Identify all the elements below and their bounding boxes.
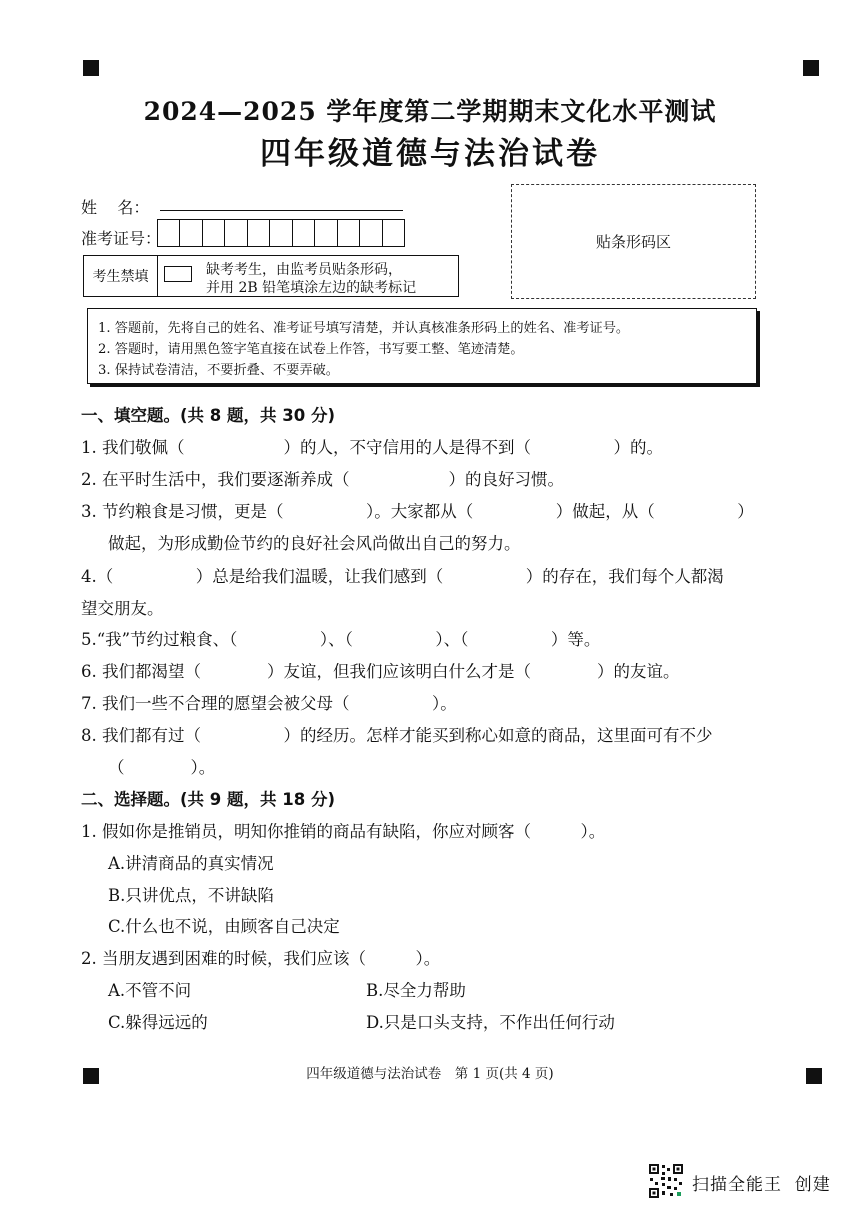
- exam-id-input-boxes[interactable]: [157, 219, 405, 247]
- absent-instruction-line-1: 缺考考生，由监考员贴条形码，: [206, 262, 402, 278]
- exam-id-label: 准考证号：: [81, 229, 162, 248]
- exam-id-digit-box[interactable]: [270, 220, 292, 246]
- exam-id-digit-box[interactable]: [180, 220, 202, 246]
- exam-id-digit-box[interactable]: [158, 220, 180, 246]
- exam-id-digit-box[interactable]: [293, 220, 315, 246]
- registration-mark-top-left: [83, 60, 99, 76]
- choice-option: B.只讲优点，不讲缺陷: [108, 886, 274, 905]
- exam-id-digit-box[interactable]: [248, 220, 270, 246]
- exam-title: 2024—2025 学年度第二学期期末文化水平测试: [143, 97, 717, 126]
- barcode-area: [511, 184, 756, 299]
- examiner-only-label: 考生禁填: [84, 256, 158, 296]
- barcode-area-label: 贴条形码区: [595, 233, 671, 251]
- exam-id-digit-box[interactable]: [225, 220, 247, 246]
- fill-blank-question-4: 4.（ ）总是给我们温暖，让我们感到（ ）的存在，我们每个人都渴: [81, 567, 724, 586]
- choice-option: D.只是口头支持，不作出任何行动: [366, 1013, 615, 1032]
- fill-blank-question-8: 8. 我们都有过（ ）的经历。怎样才能买到称心如意的商品，这里面可有不少: [81, 726, 713, 745]
- choice-option: C.什么也不说，由顾客自己决定: [108, 917, 340, 936]
- choice-question-1: 1. 假如你是推销员，明知你推销的商品有缺陷，你应对顾客（ ）。: [81, 822, 606, 841]
- exam-id-digit-box[interactable]: [338, 220, 360, 246]
- choice-option: B.尽全力帮助: [366, 981, 466, 1000]
- choice-option: C.躲得远远的: [108, 1013, 208, 1032]
- instruction-item: 2. 答题时，请用黑色签字笔直接在试卷上作答，书写要工整、笔迹清楚。: [98, 342, 524, 357]
- exam-id-digit-box[interactable]: [315, 220, 337, 246]
- page-footer: 四年级道德与法治试卷 第 1 页(共 4 页): [306, 1066, 554, 1082]
- fill-blank-question-6: 6. 我们都渴望（ ）友谊，但我们应该明白什么才是（ ）的友谊。: [81, 662, 680, 681]
- absent-mark-checkbox[interactable]: [164, 266, 192, 282]
- instructions-box: [87, 308, 757, 384]
- fill-blank-question-4-cont: 望交朋友。: [81, 599, 164, 618]
- qr-code-icon: [648, 1163, 684, 1199]
- fill-blank-question-1: 1. 我们敬佩（ ）的人，不守信用的人是得不到（ ）的。: [81, 438, 663, 457]
- choice-option: A.讲清商品的真实情况: [108, 854, 274, 873]
- choice-question-2: 2. 当朋友遇到困难的时候，我们应该（ ）。: [81, 949, 441, 968]
- fill-blank-question-3: 3. 节约粮食是习惯，更是（ ）。大家都从（ ）做起，从（ ）: [81, 502, 754, 521]
- fill-blank-question-7: 7. 我们一些不合理的愿望会被父母（ ）。: [81, 694, 457, 713]
- choice-option: A.不管不问: [108, 981, 192, 1000]
- absent-instruction-line-2: 并用 2B 铅笔填涂左边的缺考标记: [206, 280, 417, 296]
- scanner-watermark: 扫描全能王 创建: [692, 1175, 831, 1195]
- exam-subject-title: 四年级道德与法治试卷: [260, 136, 600, 172]
- instruction-item: 1. 答题前，先将自己的姓名、准考证号填写清楚，并认真核准条形码上的姓名、准考证号。: [98, 321, 630, 336]
- section-2-heading: 二、选择题。(共 9 题，共 18 分): [81, 790, 336, 809]
- exam-id-digit-box[interactable]: [203, 220, 225, 246]
- fill-blank-question-2: 2. 在平时生活中，我们要逐渐养成（ ）的良好习惯。: [81, 470, 564, 489]
- examiner-only-box: [83, 255, 459, 297]
- exam-id-digit-box[interactable]: [383, 220, 404, 246]
- section-1-heading: 一、填空题。(共 8 题，共 30 分): [81, 406, 336, 425]
- fill-blank-question-3-cont: 做起，为形成勤俭节约的良好社会风尚做出自己的努力。: [108, 534, 521, 553]
- fill-blank-question-5: 5.“我”节约过粮食、（ ）、（ ）、（ ）等。: [81, 630, 601, 649]
- exam-id-digit-box[interactable]: [360, 220, 382, 246]
- name-label: 姓 名：: [81, 198, 150, 217]
- registration-mark-top-right: [803, 60, 819, 76]
- fill-blank-question-8-cont: （ ）。: [108, 758, 216, 777]
- name-input-line[interactable]: [160, 210, 403, 211]
- instruction-item: 3. 保持试卷清洁，不要折叠、不要弄破。: [98, 363, 339, 378]
